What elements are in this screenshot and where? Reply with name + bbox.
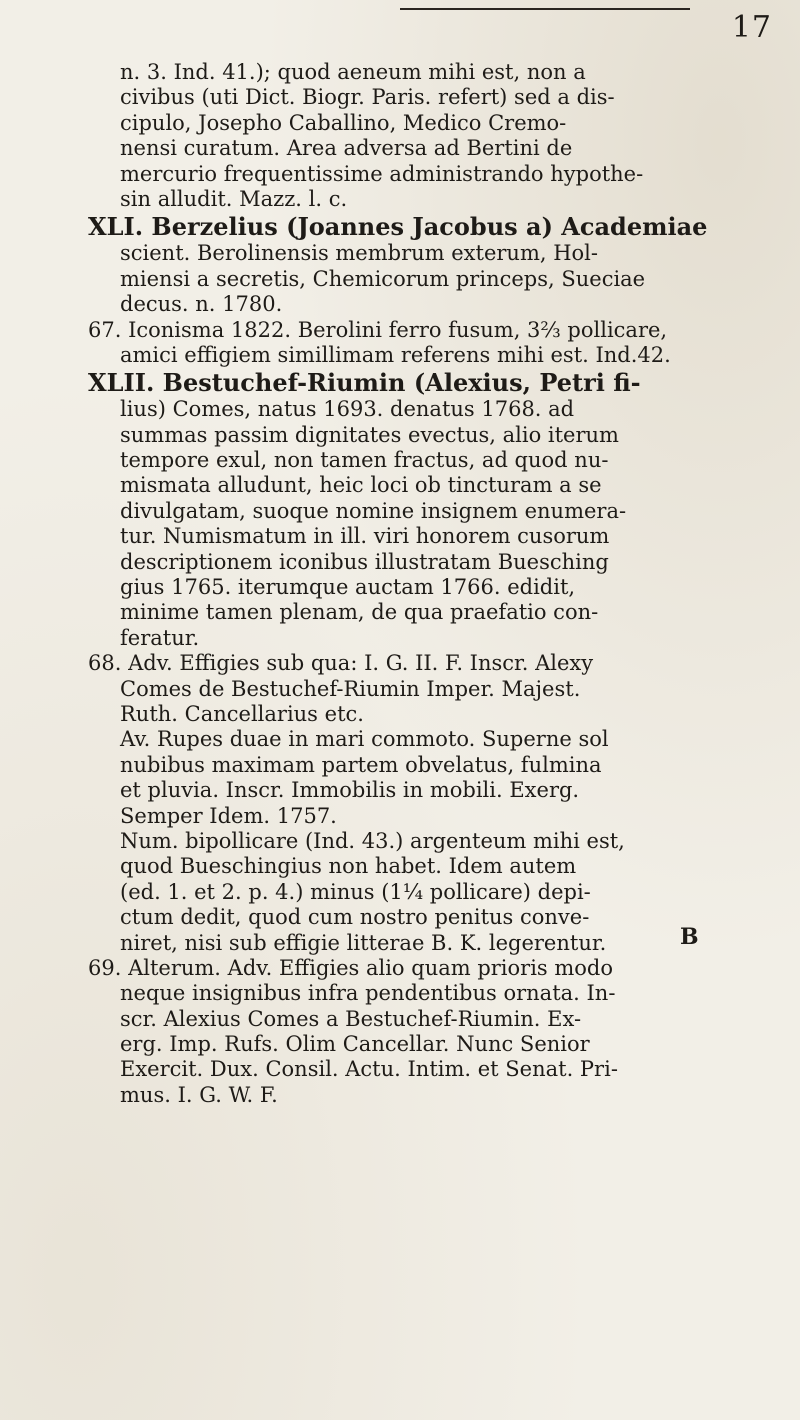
- text-line: scient. Berolinensis membrum exterum, Hol-: [120, 241, 598, 266]
- text-line: decus. n. 1780.: [120, 292, 283, 317]
- text-line: Num. bipollicare (Ind. 43.) argenteum mihi est,: [120, 828, 625, 853]
- text-line: Semper Idem. 1757.: [120, 803, 337, 828]
- header-rule: [400, 8, 690, 10]
- body-text: [0, 60, 800, 1108]
- text-line: XLII. Bestuchef-Riumin (Alexius, Petri fi-: [88, 368, 641, 398]
- text-line: Av. Rupes duae in mari commoto. Superne sol: [120, 727, 609, 752]
- text-line: nubibus maximam partem obvelatus, fulmina: [120, 752, 602, 777]
- text-line: et pluvia. Inscr. Immobilis in mobili. Exerg.: [120, 778, 580, 803]
- text-line: lius) Comes, natus 1693. denatus 1768. ad: [120, 397, 575, 422]
- text-line: neque insignibus infra pendentibus ornata. In-: [120, 981, 616, 1006]
- text-line: quod Bueschingius non habet. Idem autem: [120, 854, 577, 879]
- text-line: 67. Iconisma 1822. Berolini ferro fusum, 3⅔ pollicare,: [88, 317, 668, 342]
- text-line: 69. Alterum. Adv. Effigies alio quam prioris modo: [88, 955, 614, 980]
- text-line: descriptionem iconibus illustratam Buesching: [120, 549, 609, 574]
- text-line: scr. Alexius Comes a Bestuchef-Riumin. Ex-: [120, 1006, 582, 1031]
- text-line: feratur.: [120, 625, 200, 650]
- text-line: Comes de Bestuchef-Riumin Imper. Majest.: [120, 676, 581, 701]
- signature-mark: B: [680, 924, 699, 950]
- text-line: sin alludit. Mazz. l. c.: [120, 186, 348, 211]
- text-line: miensi a secretis, Chemicorum princeps, Sueciae: [120, 266, 646, 291]
- text-line: 68. Adv. Effigies sub qua: I. G. II. F. Inscr. Alexy: [88, 651, 594, 676]
- text-line: mus. I. G. W. F.: [120, 1082, 278, 1107]
- text-line: Exercit. Dux. Consil. Actu. Intim. et Senat. Pri-: [120, 1057, 618, 1082]
- text-line: (ed. 1. et 2. p. 4.) minus (1¼ pollicare) depi-: [120, 879, 591, 904]
- text-line: gius 1765. iterumque auctam 1766. edidit,: [120, 575, 576, 600]
- text-line: cipulo, Josepho Caballino, Medico Cremo-: [120, 110, 567, 135]
- text-line: tur. Numismatum in ill. viri honorem cusorum: [120, 524, 610, 549]
- text-line: nensi curatum. Area adversa ad Bertini de: [120, 136, 573, 161]
- text-line: Ruth. Cancellarius etc.: [120, 701, 364, 726]
- text-line: tempore exul, non tamen fractus, ad quod nu-: [120, 448, 609, 473]
- text-line: civibus (uti Dict. Biogr. Paris. refert) sed a dis-: [120, 85, 615, 110]
- text-line: amici effigiem simillimam referens mihi est. Ind.42.: [120, 342, 671, 367]
- text-line: minime tamen plenam, de qua praefatio con-: [120, 600, 599, 625]
- text-line: erg. Imp. Rufs. Olim Cancellar. Nunc Senior: [120, 1032, 590, 1057]
- text-line: XLI. Berzelius (Joannes Jacobus a) Academiae: [88, 212, 708, 242]
- text-line: summas passim dignitates evectus, alio iterum: [120, 422, 619, 447]
- text-line: n. 3. Ind. 41.); quod aeneum mihi est, non a: [120, 60, 586, 84]
- text-line: mismata alludunt, heic loci ob tincturam a se: [120, 473, 602, 498]
- text-line: divulgatam, suoque nomine insignem enumera-: [120, 498, 627, 523]
- text-line: mercurio frequentissime administrando hypothe-: [120, 161, 644, 186]
- page-number: 17: [731, 10, 772, 45]
- text-line: ctum dedit, quod cum nostro penitus conve-: [120, 905, 590, 930]
- text-line: niret, nisi sub effigie litterae B. K. legerentur.: [120, 930, 607, 955]
